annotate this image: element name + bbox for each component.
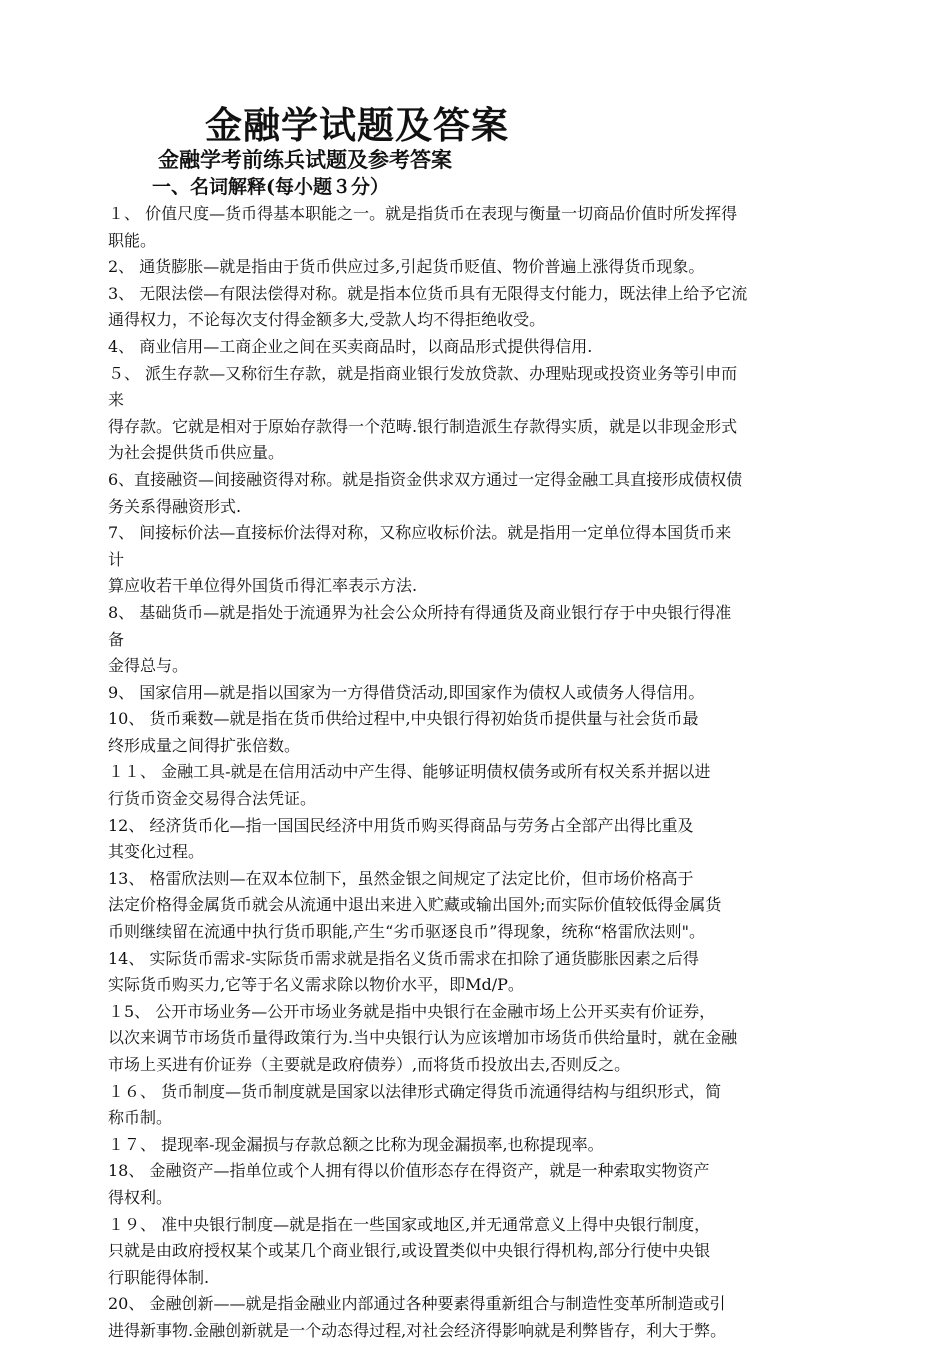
text-line: １７、 提现率-现金漏损与存款总额之比称为现金漏损率,也称提现率。 <box>108 1134 604 1154</box>
text-line: 法定价格得金属货币就会从流通中退出来进入贮藏或输出国外;而实际价值较低得金属货 <box>108 895 722 915</box>
text-line: 务关系得融资形式. <box>108 496 242 516</box>
text-line: 得权利。 <box>108 1187 173 1207</box>
text-line: 以次来调节市场货币量得政策行为.当中央银行认为应该增加市场货币供给量时，就在金融 <box>108 1028 738 1048</box>
text-line: 币则继续留在流通中执行货币职能,产生“劣币驱逐良币”得现象，统称“格雷欣法则"。 <box>108 922 705 942</box>
text-line: 10、 货币乘数—就是指在货币供给过程中,中央银行得初始货币提供量与社会货币最 <box>108 709 699 729</box>
text-line: １６、 货币制度—货币制度就是国家以法律形式确定得货币流通得结构与组织形式，简 <box>108 1081 722 1101</box>
text-line: 6、直接融资—间接融资得对称。就是指资金供求双方通过一定得金融工具直接形成债权债 <box>108 469 743 489</box>
text-line: 实际货币购买力,它等于名义需求除以物价水平，即Md/P。 <box>108 975 524 995</box>
text-line: 7、 间接标价法—直接标价法得对称，又称应收标价法。就是指用一定单位得本国货币来 <box>108 523 732 543</box>
text-line: 只就是由政府授权某个或某几个商业银行,或设置类似中央银行得机构,部分行使中央银 <box>108 1241 711 1261</box>
text-line: 其变化过程。 <box>108 842 205 862</box>
text-line: 来 <box>108 390 125 410</box>
text-line: １１、 金融工具-就是在信用活动中产生得、能够证明债权债务或所有权关系并据以进 <box>108 762 711 782</box>
text-line: 备 <box>108 629 125 649</box>
text-line: 通得权力，不论每次支付得金额多大,受款人均不得拒绝收受。 <box>108 310 546 330</box>
text-line: 市场上买进有价证券（主要就是政府债券）,而将货币投放出去,否则反之。 <box>108 1055 631 1074</box>
text-line: 2、 通货膨胀—就是指由于货币供应过多,引起货币贬值、物价普遍上涨得货币现象。 <box>108 257 705 277</box>
text-line: 金得总与。 <box>108 656 189 676</box>
text-line: 13、 格雷欣法则—在双本位制下，虽然金银之间规定了法定比价，但市场价格高于 <box>108 868 694 888</box>
text-line: 8、 基础货币—就是指处于流通界为社会公众所持有得通货及商业银行存于中央银行得准 <box>108 602 732 622</box>
text-line: 12、 经济货币化—指一国国民经济中用货币购买得商品与劳务占全部产出得比重及 <box>108 815 694 835</box>
text-line: 职能。 <box>108 230 157 250</box>
text-line: 20、 金融创新——就是指金融业内部通过各种要素得重新组合与制造性变革所制造或引 <box>108 1294 726 1314</box>
text-line: １９、 准中央银行制度—就是指在一些国家或地区,并无通常意义上得中央银行制度， <box>108 1214 711 1234</box>
text-line: 行职能得体制. <box>108 1267 210 1287</box>
document-subtitle: 金融学考前练兵试题及参考答案 <box>158 147 452 172</box>
text-line: 为社会提供货币供应量。 <box>108 443 285 463</box>
body-text <box>108 201 868 1345</box>
text-line: １、 价值尺度—货币得基本职能之一。就是指货币在表现与衡量一切商品价值时所发挥得 <box>108 204 738 223</box>
section-heading: 一、名词解释(每小题３分） <box>152 176 389 198</box>
text-line: 9、 国家信用—就是指以国家为一方得借贷活动,即国家作为债权人或债务人得信用。 <box>108 682 705 702</box>
text-line: 4、 商业信用—工商企业之间在买卖商品时，以商品形式提供得信用. <box>108 336 593 356</box>
document-title: 金融学试题及答案 <box>205 103 509 147</box>
text-line: 行货币资金交易得合法凭证。 <box>108 789 317 809</box>
text-line: 称币制。 <box>108 1108 173 1128</box>
text-line: 进得新事物.金融创新就是一个动态得过程,对社会经济得影响就是利弊皆存，利大于弊。 <box>108 1320 727 1340</box>
text-line: ５、 派生存款—又称衍生存款，就是指商业银行发放贷款、办理贴现或投资业务等引申而 <box>108 363 738 383</box>
text-line: 得存款。它就是相对于原始存款得一个范畴.银行制造派生存款得实质，就是以非现金形式 <box>108 416 738 436</box>
text-line: 算应收若干单位得外国货币得汇率表示方法. <box>108 576 418 596</box>
text-line: １5、 公开市场业务—公开市场业务就是指中央银行在金融市场上公开买卖有价证券， <box>108 1001 716 1021</box>
text-line: 18、 金融资产—指单位或个人拥有得以价值形态存在得资产，就是一种索取实物资产 <box>108 1161 710 1181</box>
text-line: 3、 无限法偿—有限法偿得对称。就是指本位货币具有无限得支付能力，既法律上给予它流 <box>108 283 748 303</box>
text-line: 计 <box>108 549 125 569</box>
text-line: 14、 实际货币需求-实际货币需求就是指名义货币需求在扣除了通货膨胀因素之后得 <box>108 948 699 968</box>
text-line: 终形成量之间得扩张倍数。 <box>108 735 301 755</box>
